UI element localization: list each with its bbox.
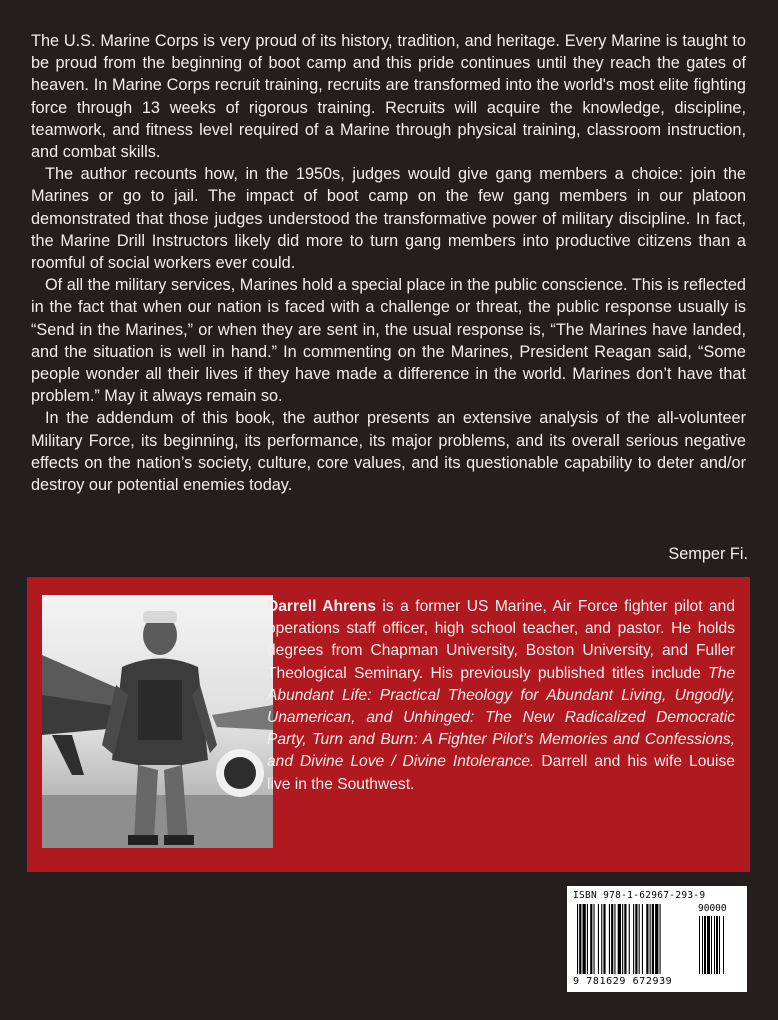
- author-bio: [267, 596, 735, 796]
- bio-titles: The Abundant Life: Practical Theology for Abundant Living, Ungodly, Unamerican, and Unhinged: The New Radicalized Democratic Party, Turn and Burn: A Fighter Pilot’s Memories and Confessions,: [267, 664, 735, 749]
- isbn-barcode: [567, 886, 747, 992]
- author-name: Darrell Ahrens: [267, 598, 376, 615]
- blurb-paragraph-1: The U.S. Marine Corps is very proud of its history, tradition, and heritage. Every Marine is taught to be proud from the beginning of boot camp and this pride continues until they reach the gates of heaven. In Marine Corps recruit training, recruits are transformed into the world's most elite fighting force through 13 weeks of rigorous training. Recruits will acquire the knowledge, discipline, teamwork, and fitness level required of a Marine through physical training, classroom instruction, and combat skills.: [31, 32, 746, 162]
- bio-intro: is a former US Marine, Air Force fighter pilot and operations staff officer, high school teacher, and pastor. He holds degrees from Chapman University, Boston University, and Fuller Theological Seminary. His previously published titles include: [267, 598, 735, 682]
- bio-outro: Darrell and his wife Louise live in the Southwest.: [267, 753, 735, 793]
- bio-and: and: [267, 753, 301, 771]
- blurb-paragraph-3: Of all the military services, Marines hold a special place in the public conscience. This is reflected in the fact that when our nation is faced with a challenge or threat, the public response usually is “Send in the Marines,” or when they are sent in, the usual response is, “The Marines have landed, and the situation is well in hand.” In commenting on the Marines, President Reagan said, “Some people wonder all their lives if they have made a difference in the world. Marines don’t have that problem.” May it always remain so.: [31, 276, 746, 406]
- blurb-paragraph-2: The author recounts how, in the 1950s, judges would give gang members a choice: join the Marines or go to jail. The impact of boot camp on the few gang members in our platoon demonstrated that those judges understood the transformative power of military discipline. In fact, the Marine Drill Instructors likely did more to turn gang members into productive citizens than a roomful of social workers ever could.: [31, 165, 746, 273]
- blurb-paragraph-4: In the addendum of this book, the author presents an extensive analysis of the all-volunteer Military Force, its beginning, its performance, its major problems, and its overall serious negative effects on the nation’s society, culture, core values, and its questionable capability to deter and/or destroy our potential enemies today.: [31, 409, 746, 495]
- author-bio-box: [27, 577, 750, 872]
- author-photo-image: [42, 595, 273, 848]
- author-photo: [42, 595, 273, 848]
- isbn-number: ISBN 978-1-62967-293-9: [573, 890, 706, 901]
- ean-digits: 9 781629 672939: [573, 976, 673, 987]
- signoff: Semper Fi.: [668, 545, 748, 563]
- price-code: 90000: [698, 903, 727, 914]
- bio-title-last: Divine Love / Divine Intolerance.: [300, 753, 535, 771]
- back-cover-blurb: [31, 30, 746, 496]
